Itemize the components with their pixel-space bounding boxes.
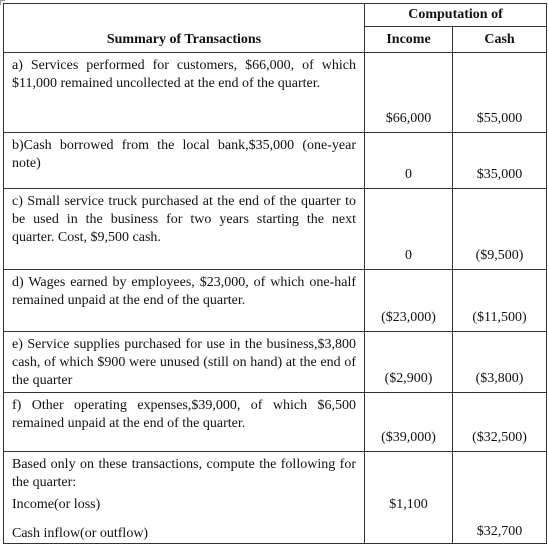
row-cash: ($3,800) [453,332,547,393]
header-blank [4,4,365,27]
header-income: Income [365,27,453,53]
row-cash: $35,000 [453,133,547,189]
row-cash: ($32,500) [453,393,547,452]
header-cash: Cash [453,27,547,53]
row-description: b)Cash borrowed from the local bank,$35,000 (one-year note) [4,133,365,189]
row-description: e) Service supplies purchased for use in the business,$3,800 cash, of which $900 were unused (still on hand) at the end of the quarter [4,332,365,393]
table-row [4,189,547,270]
summary-income-label: Income(or loss) [12,497,101,512]
table-row [4,270,547,332]
row-income: ($2,900) [365,332,453,393]
transactions-table [3,3,547,544]
row-income: 0 [365,189,453,270]
table-row [4,53,547,133]
row-income: 0 [365,133,453,189]
row-description: f) Other operating expenses,$39,000, of which $6,500 remained unpaid at the end of the quarter. [4,393,365,452]
row-description: d) Wages earned by employees, $23,000, of which one-half remained unpaid at the end of the quarter. [4,270,365,332]
row-cash: $55,000 [453,53,547,133]
table-row [4,332,547,393]
header-computation-of: Computation of [365,4,547,27]
row-income: $66,000 [365,53,453,133]
row-cash: ($9,500) [453,189,547,270]
summary-prompt: Based only on these transactions, compute the following for the quarter: [12,457,356,490]
summary-income-value: $1,100 [389,497,428,512]
table-row [4,133,547,189]
row-income: ($39,000) [365,393,453,452]
summary-income-cell [365,452,453,544]
summary-cash-value: $32,700 [453,452,547,544]
row-description: c) Small service truck purchased at the end of the quarter to be used in the business for two years starting the next quarter. Cost, $9,500 cash. [4,189,365,270]
row-cash: ($11,500) [453,270,547,332]
row-description: a) Services performed for customers, $66,000, of which $11,000 remained uncollected at the end of the quarter. [4,53,365,133]
table-row [4,393,547,452]
summary-cell [4,452,365,544]
summary-cash-label: Cash inflow(or outflow) [12,526,149,541]
summary-row [4,452,547,544]
header-summary: Summary of Transactions [4,27,365,53]
row-income: ($23,000) [365,270,453,332]
